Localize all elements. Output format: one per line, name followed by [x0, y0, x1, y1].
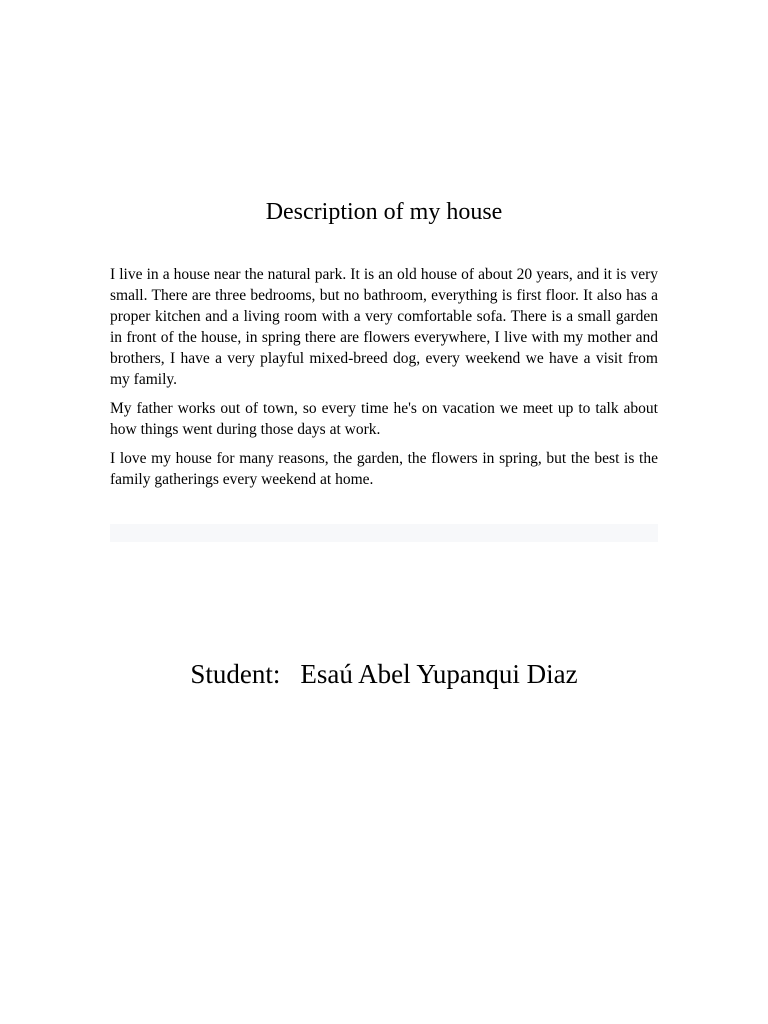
paragraph-house: I live in a house near the natural park. It is an old house of about 20 years, and it is very small. There are three bedrooms, but no bathroom, everything is first floor. It also has a proper kitchen and a living room with a very comfortable sofa. There is a small garden in front of the house, in spring there are flowers everywhere, I live with my mother and brothers, I have a very playful mixed-breed dog, every weekend we have a visit from my family. [110, 266, 658, 388]
student-label: Student: [190, 659, 281, 689]
shaded-strip [110, 524, 658, 542]
student-signature-line [0, 656, 768, 692]
student-name: Esaú Abel Yupanqui Diaz [300, 659, 578, 689]
paragraph-father: My father works out of town, so every time he's on vacation we meet up to talk about how things went during those days at work. [110, 400, 658, 438]
paragraph-love: I love my house for many reasons, the garden, the flowers in spring, but the best is the family gatherings every weekend at home. [110, 450, 658, 488]
document-title: Description of my house [265, 199, 503, 225]
document-body [110, 264, 658, 498]
